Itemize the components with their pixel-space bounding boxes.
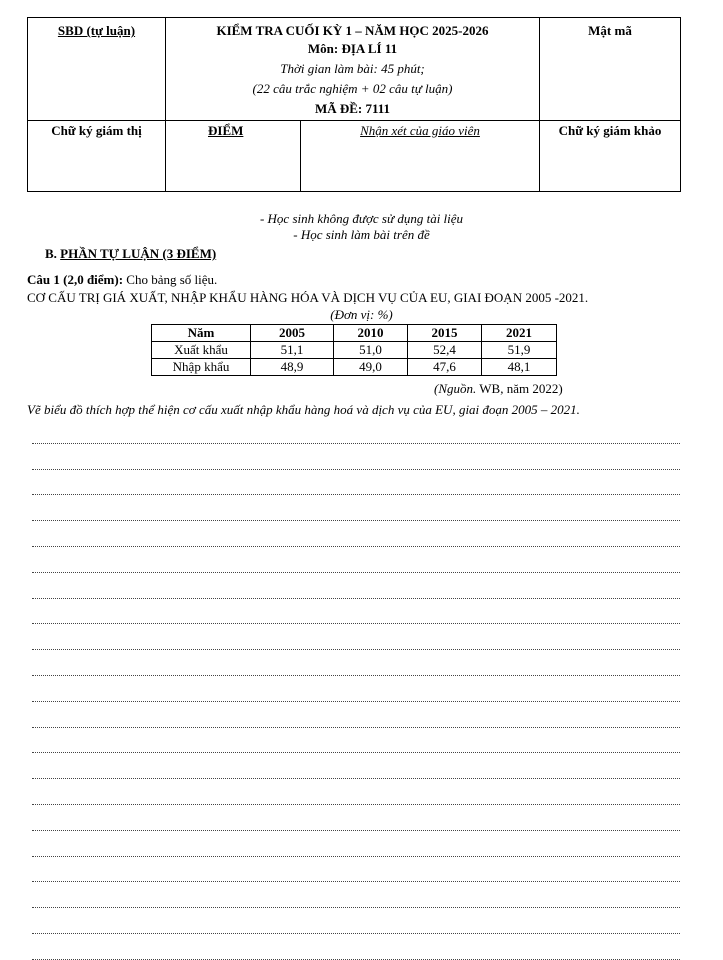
- exam-header-box: [27, 17, 681, 192]
- table-row: [152, 342, 557, 359]
- answer-line[interactable]: [32, 470, 680, 496]
- question-1-task: Vẽ biểu đồ thích hợp thể hiện cơ cấu xuất nhập khẩu hàng hoá và dịch vụ của EU, giai đoạn 2005 – 2021.: [27, 402, 580, 417]
- answer-line[interactable]: [32, 547, 680, 573]
- table-title: CƠ CẤU TRỊ GIÁ XUẤT, NHẬP KHẨU HÀNG HÓA VÀ DỊCH VỤ CỦA EU, GIAI ĐOẠN 2005 -2021.: [27, 290, 589, 305]
- answer-line[interactable]: [32, 650, 680, 676]
- note-no-materials: - Học sinh không được sử dụng tài liệu: [259, 211, 464, 226]
- answer-line[interactable]: [32, 779, 680, 805]
- question-1-text: Cho bảng số liệu.: [123, 272, 218, 287]
- table-cell: 51,0: [334, 342, 408, 359]
- table-header-cell: Năm: [152, 325, 251, 342]
- answer-line[interactable]: [32, 418, 680, 444]
- section-heading: [45, 246, 216, 262]
- source-prefix: (Nguồn.: [434, 381, 477, 396]
- source-rest: WB, năm 2022): [476, 381, 563, 396]
- table-unit: (Đơn vị: %): [330, 307, 393, 322]
- teacher-comment-label: Nhận xét của giáo viên: [360, 123, 480, 138]
- answer-line[interactable]: [32, 728, 680, 754]
- question-1-label: Câu 1 (2,0 điểm):: [27, 272, 124, 287]
- table-row: [152, 359, 557, 376]
- section-title: PHẦN TỰ LUẬN (3 ĐIỂM): [60, 246, 217, 261]
- answer-lines: [32, 418, 680, 960]
- proctor-signature-label: Chữ ký giám thị: [51, 123, 142, 138]
- answer-line[interactable]: [32, 521, 680, 547]
- answer-line[interactable]: [32, 599, 680, 625]
- answer-line[interactable]: [32, 702, 680, 728]
- table-cell: 49,0: [334, 359, 408, 376]
- question-1: [27, 272, 217, 288]
- table-cell: 48,1: [482, 359, 557, 376]
- sbd-label: SBD (tự luận): [57, 23, 136, 38]
- exam-time: Thời gian làm bài: 45 phút;: [280, 61, 425, 76]
- answer-line[interactable]: [32, 676, 680, 702]
- answer-line[interactable]: [32, 753, 680, 779]
- answer-line[interactable]: [32, 857, 680, 883]
- table-cell: 51,9: [482, 342, 557, 359]
- table-header-row: [152, 325, 557, 342]
- exam-subject: Môn: ĐỊA LÍ 11: [307, 41, 398, 56]
- exam-title: KIỂM TRA CUỐI KỲ 1 – NĂM HỌC 2025-2026: [216, 23, 489, 38]
- table-cell: Nhập khẩu: [152, 359, 251, 376]
- section-prefix: B.: [45, 246, 61, 261]
- table-header-cell: 2005: [251, 325, 334, 342]
- exam-question-count: (22 câu trắc nghiệm + 02 câu tự luận): [252, 81, 453, 96]
- score-label: ĐIỂM: [208, 123, 244, 138]
- answer-line[interactable]: [32, 444, 680, 470]
- table-cell: Xuất khẩu: [152, 342, 251, 359]
- answer-line[interactable]: [32, 831, 680, 857]
- table-cell: 52,4: [408, 342, 482, 359]
- table-header-cell: 2021: [482, 325, 557, 342]
- table-header-cell: 2010: [334, 325, 408, 342]
- secret-code-label: Mật mã: [588, 23, 632, 38]
- answer-line[interactable]: [32, 624, 680, 650]
- table-cell: 48,9: [251, 359, 334, 376]
- answer-line[interactable]: [32, 908, 680, 934]
- data-table: [151, 324, 557, 376]
- grader-signature-label: Chữ ký giám khảo: [558, 123, 662, 138]
- table-cell: 51,1: [251, 342, 334, 359]
- answer-line[interactable]: [32, 495, 680, 521]
- answer-line[interactable]: [32, 805, 680, 831]
- data-source: [434, 381, 563, 397]
- table-header-cell: 2015: [408, 325, 482, 342]
- note-write-on-paper: - Học sinh làm bài trên đề: [293, 227, 430, 242]
- answer-line[interactable]: [32, 934, 680, 960]
- answer-line[interactable]: [32, 573, 680, 599]
- exam-code: MÃ ĐỀ: 7111: [314, 101, 391, 116]
- answer-line[interactable]: [32, 882, 680, 908]
- table-cell: 47,6: [408, 359, 482, 376]
